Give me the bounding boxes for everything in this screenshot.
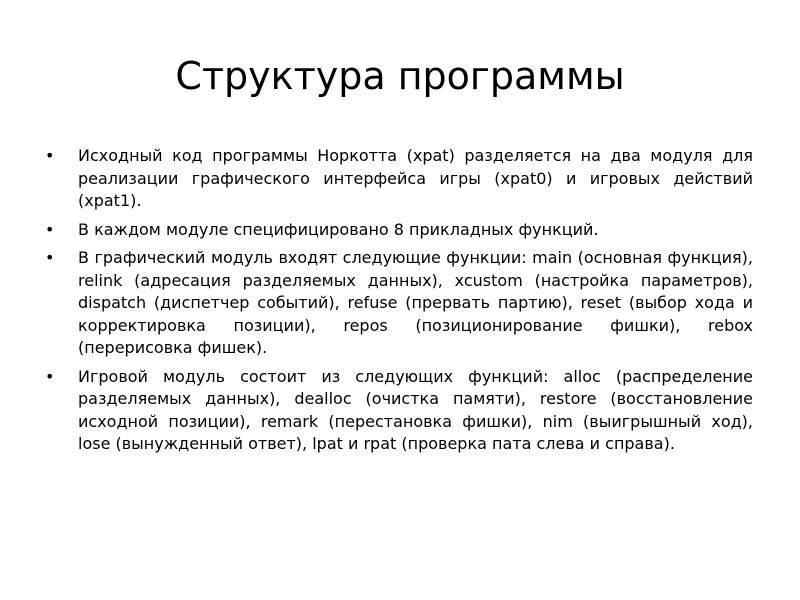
bullet-item-game-module: [45, 366, 753, 456]
bullet-item-graphics-module: [45, 247, 753, 360]
bullet-list: [45, 145, 753, 462]
bullet-dot-icon: •: [45, 146, 55, 165]
bullet-dot-icon: •: [45, 366, 55, 386]
slide-title: Структура программы: [175, 54, 625, 98]
bullet-text: Исходный код программы Норкотта (xpat) разделяется на два модуля для реализации графического интерфейса игры (xpat0) и игровых действий (xpat1).: [78, 146, 753, 210]
bullet-text: Игровой модуль состоит из следующих функций: alloc (распределение разделяемых данных), dealloc (очистка памяти), restore (восстановление исходной позиции), remark (перестановка фишки), nim (выигрышный ход), lose (вынужденный ответ), lpat и rpat (проверка пата слева и справа).: [78, 366, 753, 453]
bullet-item-function-count: [45, 219, 753, 242]
bullet-dot-icon: •: [45, 219, 55, 239]
bullet-item-source-code: [45, 145, 753, 213]
bullet-text: В графический модуль входят следующие функции: main (основная функция), relink (адресация разделяемых данных), xcustom (настройка параметров), dispatch (диспетчер событий), refuse (прервать партию), reset (выбор хода и корректировка позиции), repos (позиционирование фишки), rebox (перерисовка фишек).: [78, 248, 753, 357]
bullet-text: В каждом модуле специфицировано 8 прикладных функций.: [78, 219, 599, 239]
bullet-dot-icon: •: [45, 248, 55, 267]
